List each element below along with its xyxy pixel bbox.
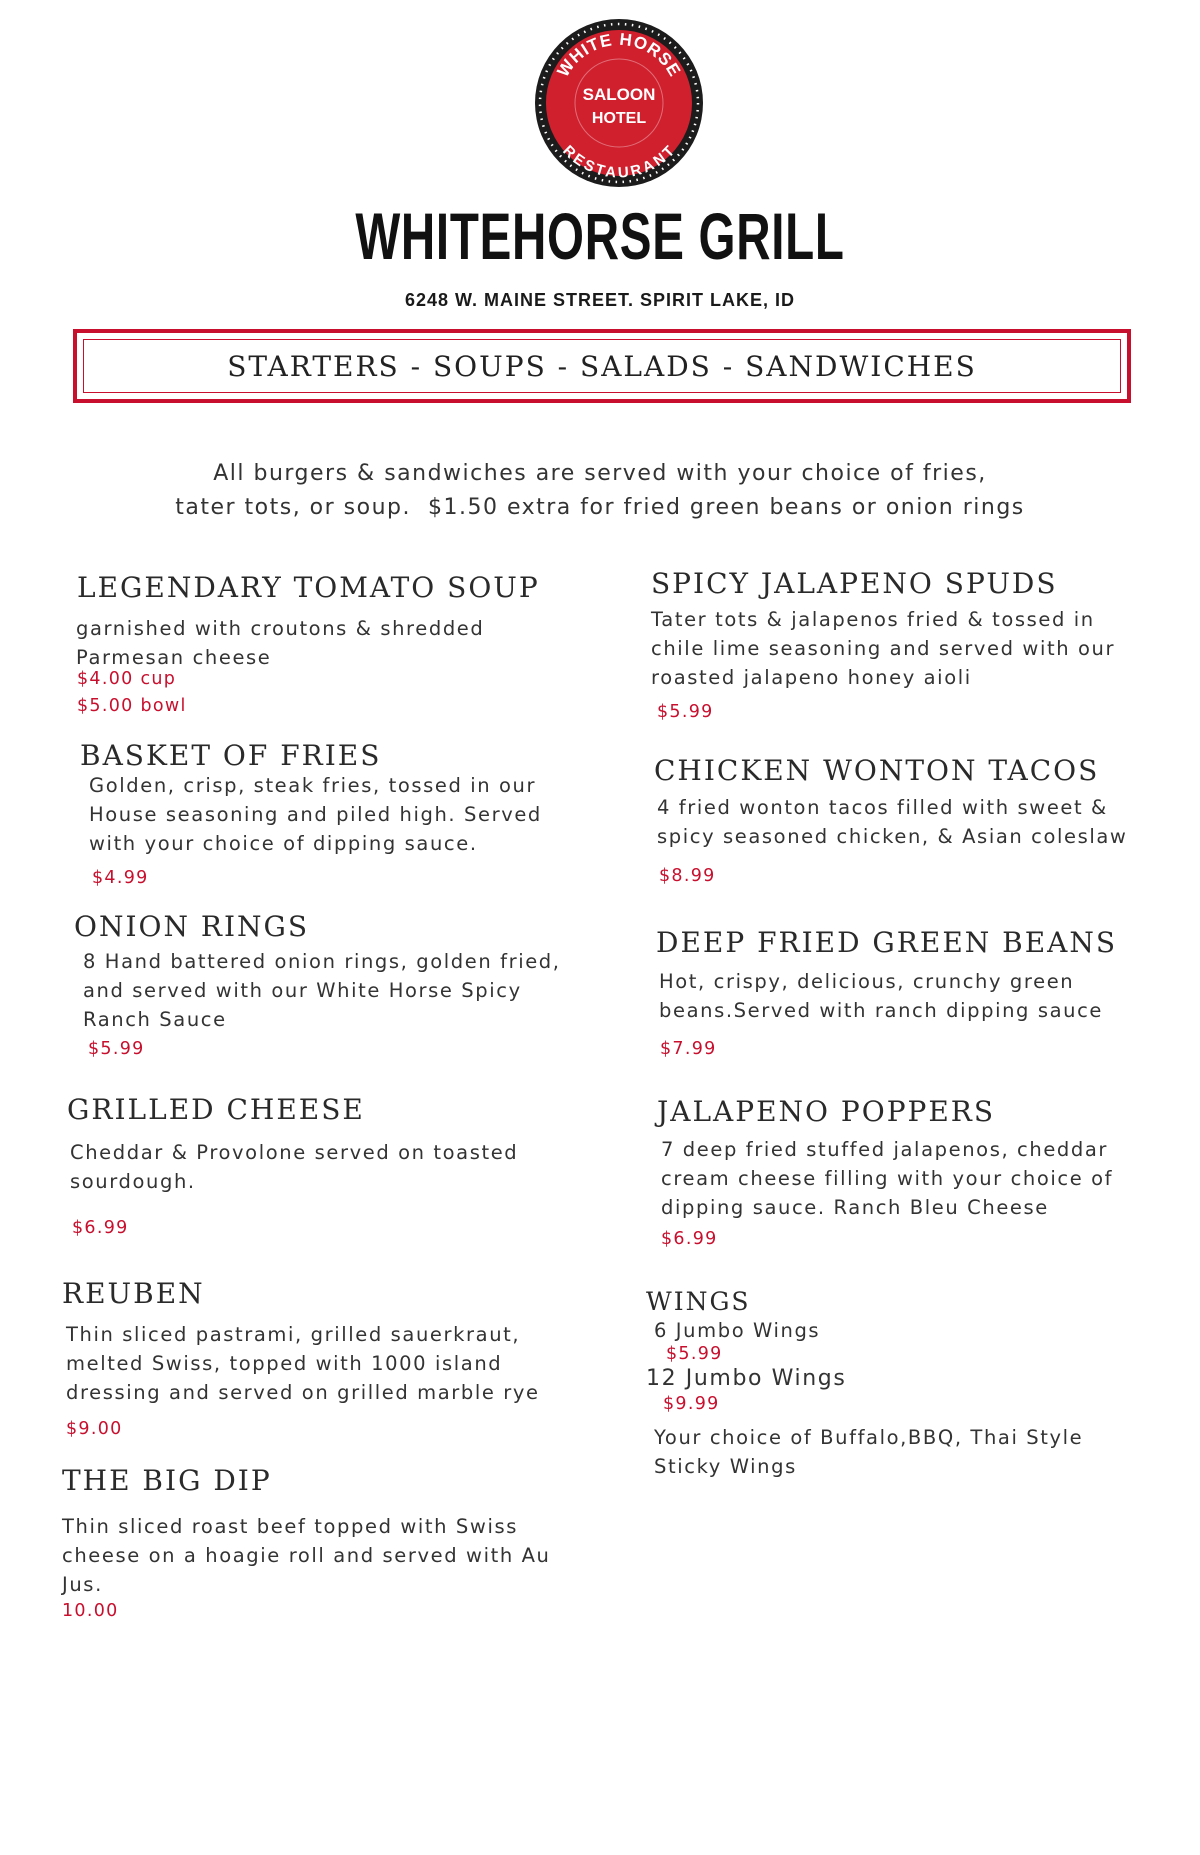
item-desc-onion-rings xyxy=(83,947,561,1034)
item-desc-wings xyxy=(654,1423,1083,1481)
item-desc-green-beans xyxy=(659,967,1103,1025)
intro-line: tater tots, or soup. $1.50 extra for fried green beans or onion rings xyxy=(175,495,1025,520)
page-title: WHITEHORSE GRILL xyxy=(355,199,845,273)
desc-line: Your choice of Buffalo,BBQ, Thai Style xyxy=(654,1426,1084,1449)
item-title-green-beans: DEEP FRIED GREEN BEANS xyxy=(656,926,1118,959)
desc-line: 4 fried wonton tacos filled with sweet & xyxy=(657,796,1108,819)
desc-line: dipping sauce. Ranch Bleu Cheese xyxy=(661,1196,1049,1219)
desc-line: roasted jalapeno honey aioli xyxy=(651,666,972,689)
desc-line: Golden, crisp, steak fries, tossed in our xyxy=(89,774,537,797)
desc-line: Ranch Sauce xyxy=(83,1008,227,1031)
desc-line: Parmesan cheese xyxy=(76,646,272,669)
desc-line: Hot, crispy, delicious, crunchy green xyxy=(659,970,1075,993)
logo-top-text: WHITE HORSE xyxy=(553,29,685,81)
logo-line1: SALOON xyxy=(582,85,656,104)
item-title-poppers: JALAPENO POPPERS xyxy=(657,1095,996,1128)
item-price-grilled-cheese: $6.99 xyxy=(72,1218,129,1238)
desc-line: Jus. xyxy=(62,1573,103,1596)
restaurant-logo xyxy=(533,17,705,189)
item-price-cup: $4.00 cup xyxy=(77,669,177,689)
desc-line: garnished with croutons & shredded xyxy=(76,617,485,640)
section-banner-inner xyxy=(83,339,1121,393)
desc-line: Thin sliced roast beef topped with Swiss xyxy=(62,1515,518,1538)
item-price-reuben: $9.00 xyxy=(66,1419,123,1439)
wings-option-6: 6 Jumbo Wings xyxy=(654,1319,821,1342)
item-desc-tacos xyxy=(657,793,1127,851)
wings-price-12: $9.99 xyxy=(663,1394,720,1414)
desc-line: with your choice of dipping sauce. xyxy=(89,832,478,855)
item-price-poppers: $6.99 xyxy=(661,1229,718,1249)
item-desc-fries xyxy=(89,771,542,858)
address: 6248 W. MAINE STREET. SPIRIT LAKE, ID xyxy=(404,290,796,310)
item-price-green-beans: $7.99 xyxy=(660,1039,717,1059)
item-price-big-dip: 10.00 xyxy=(62,1601,119,1621)
desc-line: sourdough. xyxy=(70,1170,196,1193)
wings-price-6: $5.99 xyxy=(666,1344,723,1364)
desc-line: House seasoning and piled high. Served xyxy=(89,803,542,826)
desc-line: Cheddar & Provolone served on toasted xyxy=(70,1141,519,1164)
intro-line: All burgers & sandwiches are served with your choice of fries, xyxy=(213,461,987,486)
item-title-fries: BASKET OF FRIES xyxy=(80,739,382,772)
item-desc-reuben xyxy=(66,1320,540,1407)
intro-text xyxy=(0,457,1200,525)
desc-line: and served with our White Horse Spicy xyxy=(83,979,522,1002)
desc-line: beans.Served with ranch dipping sauce xyxy=(659,999,1104,1022)
section-title: STARTERS - SOUPS - SALADS - SANDWICHES xyxy=(227,349,977,383)
desc-line: Tater tots & jalapenos fried & tossed in xyxy=(651,608,1095,631)
desc-line: cheese on a hoagie roll and served with Au xyxy=(62,1544,551,1567)
desc-line: 7 deep fried stuffed jalapenos, cheddar xyxy=(661,1138,1109,1161)
item-price-spuds: $5.99 xyxy=(657,702,714,722)
item-title-grilled-cheese: GRILLED CHEESE xyxy=(67,1093,365,1126)
item-desc-spuds xyxy=(651,605,1115,692)
item-price-fries: $4.99 xyxy=(92,868,149,888)
item-title-onion-rings: ONION RINGS xyxy=(74,910,310,943)
item-desc-big-dip xyxy=(62,1512,551,1599)
item-price-bowl: $5.00 bowl xyxy=(77,696,187,716)
desc-line: 8 Hand battered onion rings, golden fried, xyxy=(83,950,561,973)
item-title-big-dip: THE BIG DIP xyxy=(62,1464,272,1497)
desc-line: Sticky Wings xyxy=(654,1455,797,1478)
item-desc-tomato-soup xyxy=(76,614,484,672)
item-price-onion-rings: $5.99 xyxy=(88,1039,145,1059)
item-desc-poppers xyxy=(661,1135,1113,1222)
item-desc-grilled-cheese xyxy=(70,1138,518,1196)
desc-line: spicy seasoned chicken, & Asian coleslaw xyxy=(657,825,1128,848)
item-title-tomato-soup: LEGENDARY TOMATO SOUP xyxy=(77,571,540,604)
logo-line2: HOTEL xyxy=(591,110,647,127)
desc-line: melted Swiss, topped with 1000 island xyxy=(66,1352,503,1375)
item-title-tacos: CHICKEN WONTON TACOS xyxy=(654,754,1100,787)
item-price-tacos: $8.99 xyxy=(659,866,716,886)
desc-line: Thin sliced pastrami, grilled sauerkraut, xyxy=(66,1323,521,1346)
wings-option-12: 12 Jumbo Wings xyxy=(646,1366,847,1391)
desc-line: chile lime seasoning and served with our xyxy=(651,637,1116,660)
item-title-spuds: SPICY JALAPENO SPUDS xyxy=(651,567,1058,600)
desc-line: cream cheese filling with your choice of xyxy=(661,1167,1114,1190)
item-title-reuben: REUBEN xyxy=(62,1277,205,1310)
item-title-wings: WINGS xyxy=(646,1287,751,1316)
section-banner xyxy=(73,329,1131,403)
logo-bottom-text: RESTAURANT xyxy=(559,142,679,182)
desc-line: dressing and served on grilled marble rye xyxy=(66,1381,540,1404)
